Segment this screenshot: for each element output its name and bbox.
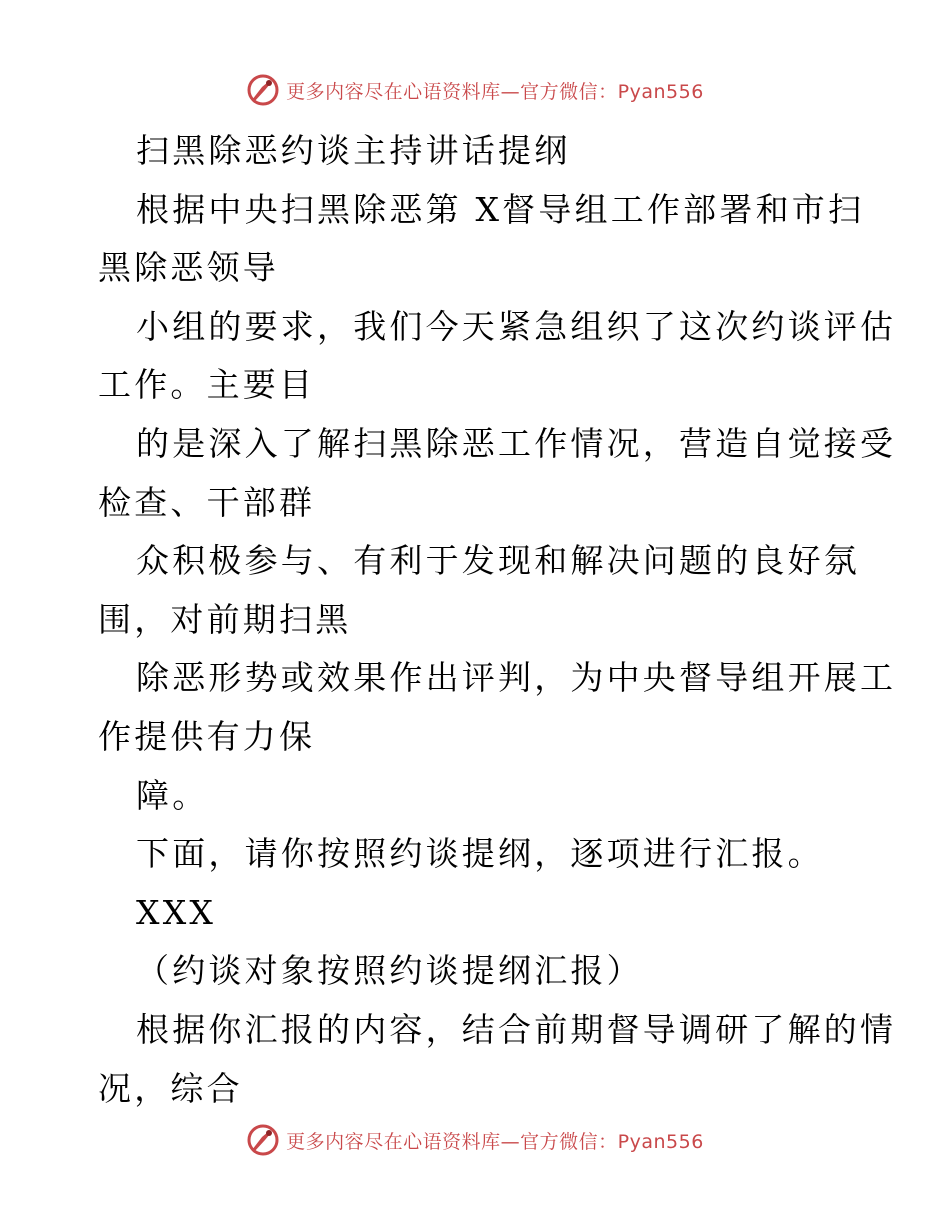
paragraph-line: 根据你汇报的内容，结合前期督导调研了解的情 — [136, 1009, 897, 1049]
red-circle-pen-logo-icon — [246, 1123, 280, 1157]
paragraph-line: XXX — [136, 892, 217, 932]
paragraph-line: 作提供有力保 — [98, 716, 316, 756]
paragraph-line: （约谈对象按照约谈提纲汇报） — [136, 951, 643, 991]
paragraph-line: 的是深入了解扫黑除恶工作情况，营造自觉接受 — [136, 423, 897, 463]
header-watermark-banner — [0, 70, 950, 110]
paragraph-line: 下面，请你按照约谈提纲，逐项进行汇报。 — [136, 834, 824, 874]
paragraph-line: 围，对前期扫黑 — [98, 599, 352, 639]
paragraph-line: 众积极参与、有利于发现和解决问题的良好氛 — [136, 541, 860, 581]
paragraph-line: 检查、干部群 — [98, 482, 316, 522]
paragraph-line: 况，综合 — [98, 1068, 243, 1108]
document-title: 扫黑除恶约谈主持讲话提纲 — [136, 131, 571, 170]
paragraph-line: 根据中央扫黑除恶第 X督导组工作部署和市扫 — [136, 189, 865, 229]
document-body — [98, 122, 897, 1118]
paragraph-line: 除恶形势或效果作出评判，为中央督导组开展工 — [136, 658, 897, 698]
red-circle-pen-logo-icon — [246, 73, 280, 107]
header-watermark-text: 更多内容尽在心语资料库—官方微信：Pyan556 — [286, 80, 704, 103]
paragraph-line: 工作。主要目 — [98, 365, 316, 405]
footer-watermark-text: 更多内容尽在心语资料库—官方微信：Pyan556 — [286, 1130, 704, 1153]
footer-watermark-banner — [0, 1120, 950, 1160]
paragraph-line: 黑除恶领导 — [98, 248, 279, 288]
paragraph-line: 障。 — [136, 775, 209, 815]
paragraph-line: 小组的要求，我们今天紧急组织了这次约谈评估 — [136, 306, 897, 346]
